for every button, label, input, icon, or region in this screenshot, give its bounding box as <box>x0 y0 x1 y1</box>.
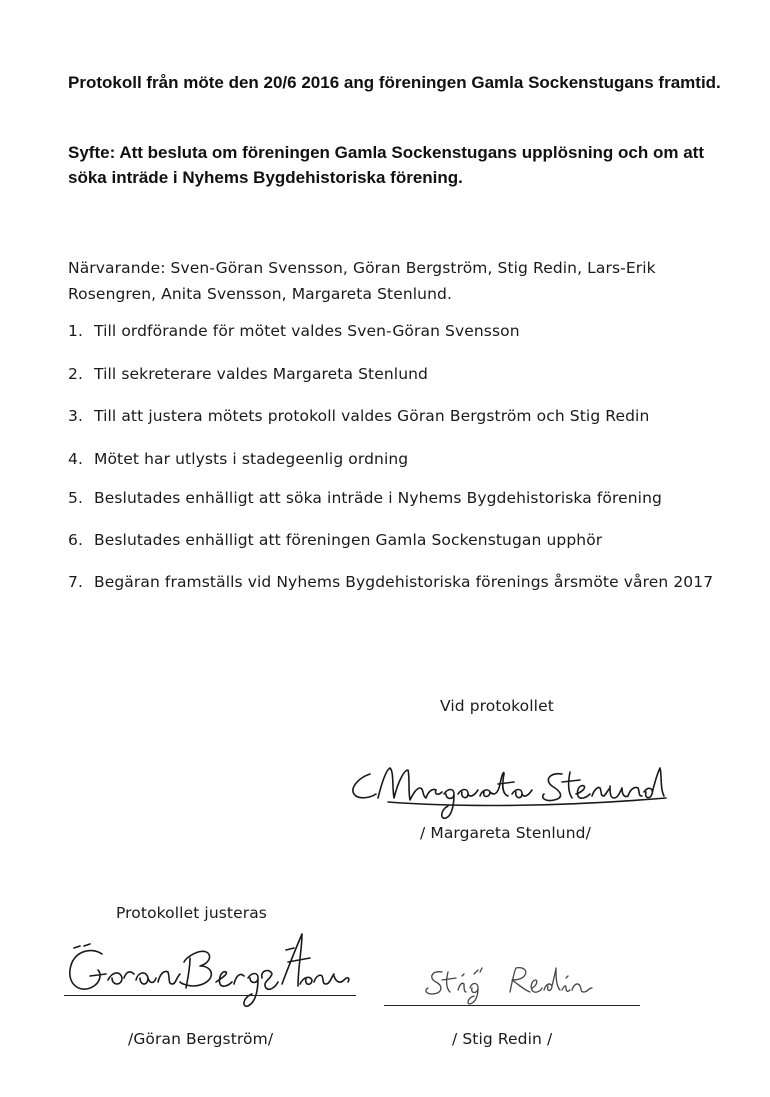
item-number: 6. <box>68 531 83 549</box>
signature-margareta-stenlund <box>348 760 678 830</box>
list-item <box>68 450 408 468</box>
item-number: 3. <box>68 407 83 425</box>
item-number: 2. <box>68 365 83 383</box>
signature-goran-bergstrom <box>64 928 364 1018</box>
signature-stig-redin <box>420 962 600 1007</box>
secretary-name: / Margareta Stenlund/ <box>420 824 591 842</box>
item-number: 1. <box>68 322 83 340</box>
item-text: Beslutades enhälligt att söka inträde i Nyhems Bygdehistoriska förening <box>94 489 662 507</box>
adjuster-second-name: / Stig Redin / <box>452 1030 553 1048</box>
adjuster-first-name: /Göran Bergström/ <box>128 1030 274 1048</box>
secretary-caption: Vid protokollet <box>440 697 554 715</box>
signature-line-left <box>64 995 356 996</box>
item-text: Mötet har utlysts i stadegeenlig ordning <box>94 450 409 468</box>
item-number: 7. <box>68 573 83 591</box>
list-item <box>68 573 713 591</box>
item-text: Till ordförande för mötet valdes Sven-Göran Svensson <box>94 322 520 340</box>
list-item <box>68 365 428 383</box>
list-item <box>68 489 662 507</box>
document-title: Protokoll från möte den 20/6 2016 ang föreningen Gamla Sockenstugans framtid. <box>68 73 721 92</box>
item-number: 5. <box>68 489 83 507</box>
item-text: Till sekreterare valdes Margareta Stenlund <box>94 365 428 383</box>
attendees-text: Närvarande: Sven-Göran Svensson, Göran Bergström, Stig Redin, Lars-Erik Rosengren, Anita Svensson, Margareta Stenlund. <box>68 259 656 303</box>
item-text: Till att justera mötets protokoll valdes Göran Bergström och Stig Redin <box>94 407 650 425</box>
signature-line-right <box>384 1005 640 1006</box>
item-text: Begäran framställs vid Nyhems Bygdehistoriska förenings årsmöte våren 2017 <box>94 573 714 591</box>
list-item <box>68 407 649 425</box>
item-text: Beslutades enhälligt att föreningen Gamla Sockenstugan upphör <box>94 531 603 549</box>
list-item <box>68 531 602 549</box>
list-item <box>68 322 520 340</box>
adjusters-caption: Protokollet justeras <box>116 904 267 922</box>
item-number: 4. <box>68 450 83 468</box>
document-purpose: Syfte: Att besluta om föreningen Gamla Sockenstugans upplösning och om att söka inträde i Nyhems Bygdehistoriska förening. <box>68 143 704 187</box>
